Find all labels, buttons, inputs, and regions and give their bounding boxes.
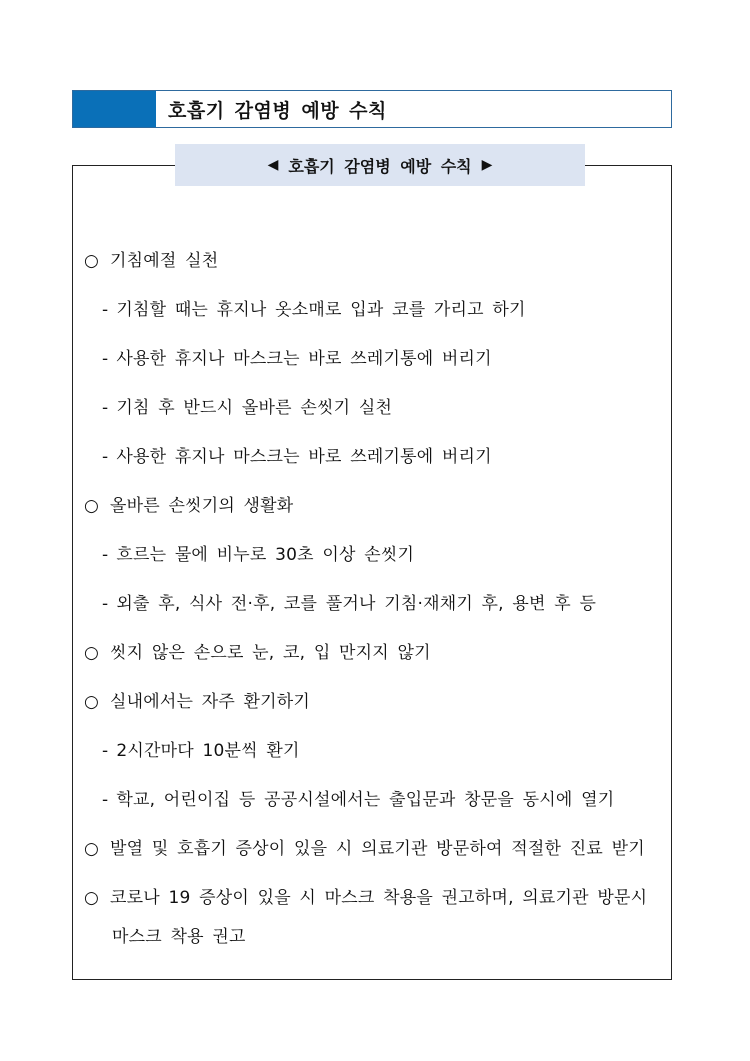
circle-bullet-icon: ○ <box>84 888 100 908</box>
box-header-title: 호흡기 감염병 예방 수칙 <box>288 156 472 176</box>
list-item-text: 씻지 않은 손으로 눈, 코, 입 만지지 않기 <box>110 643 431 663</box>
circle-bullet-icon: ○ <box>84 643 100 663</box>
list-item <box>84 246 218 271</box>
list-subitem-text: 2시간마다 10분씩 환기 <box>116 741 300 761</box>
list-subitem-text: 기침할 때는 휴지나 옷소매로 입과 코를 가리고 하기 <box>116 300 526 320</box>
list-item-text: 마스크 착용 권고 <box>112 927 246 947</box>
list-subitem-text: 학교, 어린이집 등 공공시설에서는 출입문과 창문을 동시에 열기 <box>116 790 615 810</box>
list-item <box>84 883 647 908</box>
dash-bullet: - <box>102 447 109 467</box>
list-item-text: 기침예절 실천 <box>110 251 219 271</box>
list-subitem-text: 외출 후, 식사 전·후, 코를 풀거나 기침·재채기 후, 용변 후 등 <box>116 594 597 614</box>
list-item-text: 코로나 19 증상이 있을 시 마스크 착용을 권고하며, 의료기관 방문시 <box>110 888 648 908</box>
dash-bullet: - <box>102 300 109 320</box>
list-subitem-text: 사용한 휴지나 마스크는 바로 쓰레기통에 버리기 <box>116 447 492 467</box>
box-header <box>175 144 585 186</box>
dash-bullet: - <box>102 545 109 565</box>
list-subitem-text: 기침 후 반드시 올바른 손씻기 실천 <box>116 398 393 418</box>
circle-bullet-icon: ○ <box>84 496 100 516</box>
list-item-text: 발열 및 호흡기 증상이 있을 시 의료기관 방문하여 적절한 진료 받기 <box>110 839 645 859</box>
list-item <box>84 638 431 663</box>
list-subitem <box>102 295 526 320</box>
circle-bullet-icon: ○ <box>84 251 100 271</box>
list-item-continuation <box>112 922 246 947</box>
dash-bullet: - <box>102 398 109 418</box>
list-item <box>84 491 293 516</box>
list-item-text: 실내에서는 자주 환기하기 <box>110 692 311 712</box>
right-arrow-icon: ▶ <box>481 157 493 173</box>
circle-bullet-icon: ○ <box>84 839 100 859</box>
list-subitem <box>102 442 492 467</box>
dash-bullet: - <box>102 741 109 761</box>
list-item <box>84 687 310 712</box>
section-title-bar <box>72 90 672 128</box>
list-item-text: 올바른 손씻기의 생활화 <box>110 496 294 516</box>
dash-bullet: - <box>102 594 109 614</box>
page-title: 호흡기 감염병 예방 수칙 <box>156 91 671 127</box>
circle-bullet-icon: ○ <box>84 692 100 712</box>
list-subitem <box>102 785 614 810</box>
list-subitem-text: 흐르는 물에 비누로 30초 이상 손씻기 <box>116 545 415 565</box>
list-item <box>84 834 645 859</box>
dash-bullet: - <box>102 349 109 369</box>
list-subitem <box>102 393 392 418</box>
list-subitem <box>102 589 596 614</box>
title-color-block <box>73 91 156 127</box>
list-subitem <box>102 736 300 761</box>
left-arrow-icon: ◀ <box>267 157 279 173</box>
list-subitem <box>102 344 492 369</box>
list-subitem-text: 사용한 휴지나 마스크는 바로 쓰레기통에 버리기 <box>116 349 492 369</box>
list-subitem <box>102 540 414 565</box>
dash-bullet: - <box>102 790 109 810</box>
